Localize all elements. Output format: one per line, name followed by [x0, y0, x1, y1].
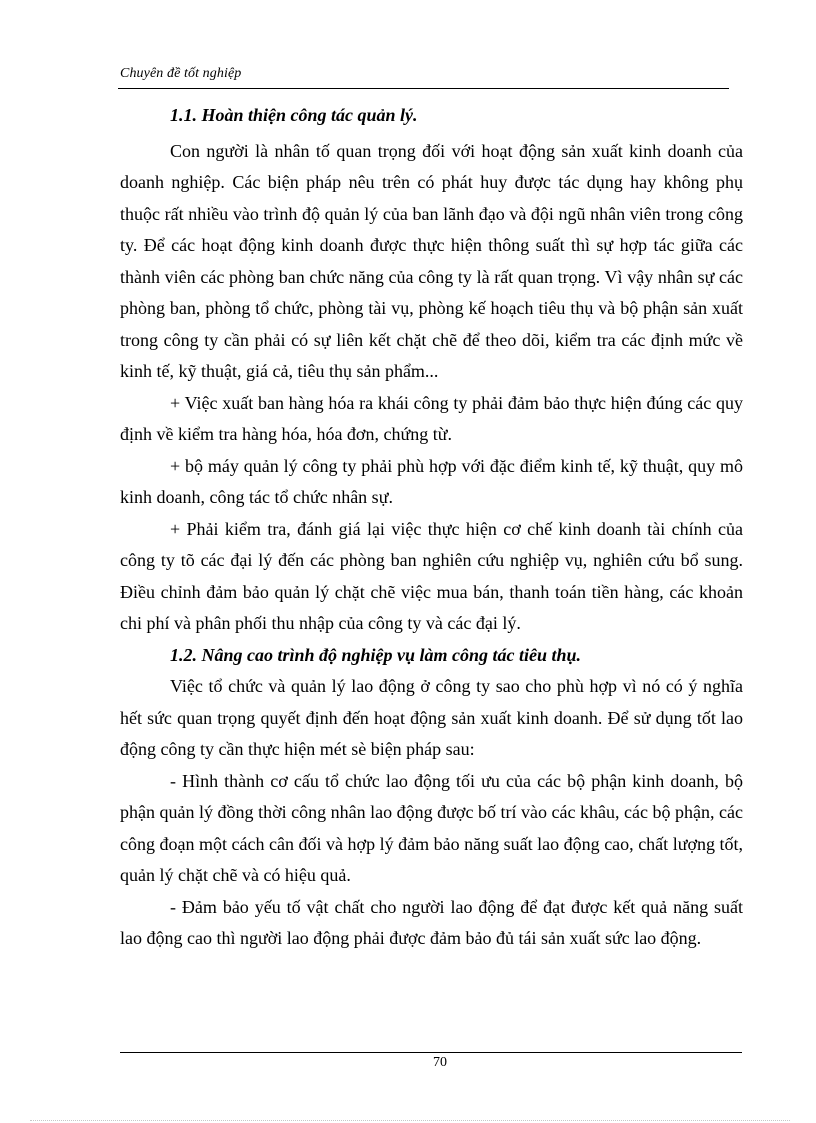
header-title: Chuyên đề tốt nghiệp [120, 66, 242, 81]
page-edge-dotted-line [30, 1120, 790, 1121]
section-heading: 1.1. Hoàn thiện công tác quản lý. [170, 105, 418, 125]
paragraph: + bộ máy quản lý công ty phải phù hợp với đặc điểm kinh tế, kỹ thuật, quy mô kinh doanh, công tác tổ chức nhân sự. [120, 455, 743, 507]
paragraph: - Hình thành cơ cấu tổ chức lao động tối ưu của các bộ phận kinh doanh, bộ phận quản lý đồng thời công nhân lao động được bố trí vào các khâu, các bộ phận, các công đoạn một cách cân đối và hợp lý đảm bảo năng suất lao động cao, chất lượng tốt, quản lý chặt chẽ và có hiệu quả. [120, 770, 743, 885]
section-heading: 1.2. Nâng cao trình độ nghiệp vụ làm công tác tiêu thụ. [170, 644, 582, 665]
header-divider [118, 88, 729, 89]
document-body [120, 100, 743, 955]
paragraph: + Việc xuất ban hàng hóa ra khái công ty phải đảm bảo thực hiện đúng các quy định về kiểm tra hàng hóa, hóa đơn, chứng từ. [120, 392, 743, 444]
footer-divider [120, 1052, 742, 1053]
section-2 [120, 640, 743, 955]
section-1 [120, 100, 743, 640]
paragraph: - Đảm bảo yếu tố vật chất cho người lao động để đạt được kết quả năng suất lao động cao thì người lao động phải được đảm bảo đủ tái sản xuất sức lao động. [120, 896, 743, 948]
paragraph: + Phải kiểm tra, đánh giá lại việc thực hiện cơ chế kinh doanh tài chính của công ty tõ các đại lý đến các phòng ban nghiên cứu nghiệp vụ, nghiên cứu bổ sung. Điều chỉnh đảm bảo quản lý chặt chẽ việc mua bán, thanh toán tiền hàng, các khoản chi phí và phân phối thu nhập của công ty và các đại lý. [120, 518, 743, 633]
paragraph: Con người là nhân tố quan trọng đối với hoạt động sản xuất kinh doanh của doanh nghiệp. Các biện pháp nêu trên có phát huy được tác dụng hay không phụ thuộc rất nhiều vào trình độ quản lý của ban lãnh đạo và đội ngũ nhân viên trong công ty. Để các hoạt động kinh doanh được thực hiện thông suất thì sự hợp tác giữa các thành viên các phòng ban chức năng của công ty là rất quan trọng. Vì vậy nhân sự các phòng ban, phòng tổ chức, phòng tài vụ, phòng kế hoạch tiêu thụ và bộ phận sản xuất trong công ty cần phải có sự liên kết chặt chẽ để theo dõi, kiểm tra các định mức về kinh tế, kỹ thuật, giá cả, tiêu thụ sản phẩm... [120, 140, 743, 381]
paragraph: Việc tổ chức và quản lý lao động ở công ty sao cho phù hợp vì nó có ý nghĩa hết sức quan trọng quyết định đến hoạt động sản xuất kinh doanh. Để sử dụng tốt lao động công ty cần thực hiện mét sè biện pháp sau: [120, 676, 743, 759]
page-number: 70 [433, 1055, 447, 1070]
